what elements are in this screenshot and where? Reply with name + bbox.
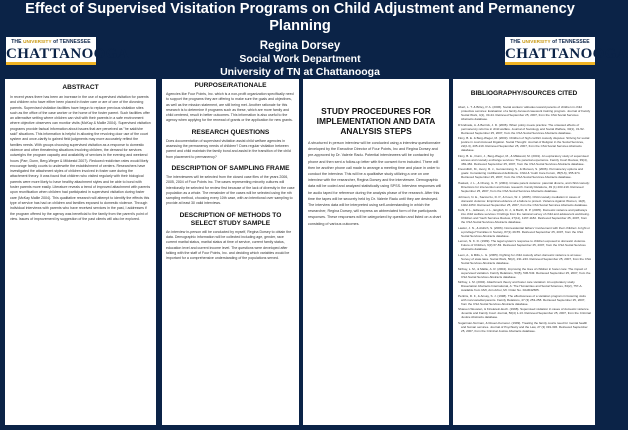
sampling-heading: DESCRIPTION OF SAMPLING FRAME — [171, 164, 290, 172]
reference-entry: McKay, L. M., & Mallie, A. R. (2004). Improving the lives of children in foster care: The impact of supervised visitation. Family Relations, 53(5), 536-543. Retrieved September 25, 2007, from the CSA Social Services Abstracts database. — [458, 266, 591, 279]
reference-entry: Leon, A., & Mills, L. G. (2005). Fighting for child custody when domestic violence is at issue: Survey of state laws. Social Work, 50(2), 231-243. Retrieved September 25, 2007, from the CSA Social Services Abstracts database. — [458, 252, 591, 265]
procedures-panel — [303, 79, 449, 425]
university: University of TN at Chattanooga — [220, 66, 380, 78]
logo-university-line: THE UNIVERSITY of TENNESSEE — [510, 39, 590, 45]
reference-entry: Abert, L. T. & Briley, P. A. (2006). Social workers' attitudes toward parents of children in child protective services: Evaluation of a family-focused casework training program. Journal of Family Social Work, 4(1), 33-44. Retrieved September 25, 2007, from the CSA Social Services Abstracts database. — [458, 105, 591, 121]
abstract-panel — [5, 79, 156, 425]
utc-logo-right — [505, 37, 628, 65]
reference-entry: McKay, L. M. (2002). Attachment theory and foster care visitation: An exploratory study. Dissertation Abstracts International, A: The Humanities and Social Sciences, 63(2), 757-A. Available from UMI, Ann Arbor, MI. Order No. DA3042585. — [458, 280, 583, 293]
bibliography-panel — [453, 79, 595, 425]
methods-heading: DESCRIPTION OF METHODS TO SELECT STUDY SAMPLE — [179, 211, 282, 227]
logo-chattanooga: CHATTANOOGA — [505, 46, 628, 62]
reference-entry: Shareen Weusten, & Kinsletein-Esch. (1998). Supervised visitation in cases of domestic violence. Juvenile and Family Court Journal, 50(4) 1-13. Retrieved September 25, 2007, from the Criminal Justice Abstracts database. — [458, 307, 591, 320]
bibliography-heading: BIBLIOGRAPHY/SOURCES CITED — [470, 90, 578, 97]
methods-panel — [162, 79, 299, 425]
reference-entry: Haskett, J. L., & Chang, G. H. (2004). Inmate parent violence: parental divorce, and child custody: Directions for intervention and future research. Family Relations, 49 (1) 203-219. Retrieved September 25, 2007, from the CSA Social Services Abstracts database. — [458, 180, 590, 193]
reference-entry: Flory, B. E., Dunn, J., Berg-Weger, M., & Mikkestd, M. (2001). An exploratory study of supervised access and custody exchange services: The parental experience. Family Court Review, 39(4), 469-482. Retrieved September 25, 2007, from the CSA Social Services Abstracts database. — [458, 153, 589, 166]
study-procedures-heading: STUDY PROCEDURES FOR IMPLEMENTATION AND DATA ANALYSIS STEPS — [316, 106, 436, 136]
logo-university-line: THE UNIVERSITY of TENNESSEE — [11, 39, 91, 45]
reference-entry: Freundlich, M., Avery, R. J., Gerstenzang, S., & Munson, S. (2006). Permanency options and goals: Considering multifaceted definitions. Child & Youth Care Forum, 35(5-6), 355-374. Retrieved September 25, 2007, from the CSA Social Services Abstracts database. — [458, 167, 584, 180]
reference-entry: Johnson, N. E., Saccuzzo, D. P., & Koen, W. J. (2005). Child custody mediation in cases of domestic violence: Empirical evidence of a failure to protect. Violence Against Women, 11(8), 1022-1053. Retrieved September 25, 2007, from the CSA Social Services Abstracts database. — [458, 194, 588, 207]
bibliography-list — [453, 105, 595, 333]
abstract-text: In recent years there has been an increase in the use of supervised visitation for parents and children who have either been placed in foster care or are of one of the divorcing parents. Supervised visitation facilities have begun to replace previous visitation sites such as the office of the case worker or the home of the foster parent. Such facilities offer an alternative setting where children can visit with their parents in a safe environment where objective observers can monitor visits (McKay & Mallie 2004). Supervised visitation programs provide factual information about issues that are perceived as "he said/she said" situations. This information is helpful in allowing the revolving door use of the court system and once-clarify to gained field judgments may more accurately reflect the families needs. With groups choosing supervised visitation as a response to domestic violence and other threatening situations involving children, the demand for services outweighs the program capacity and availability of services in the evening and weekend hours (Parr, Dunn, Berg-Weger & Mikkestd 2007). Reduced recidivism rates would likely encourage family courts to underwrite the establishment of centers. Researchers have investigated the attachment styles of children involved in foster care during the attachment theory. It was found that children who visited regularly with their biological parents were more likely to have healthy attachment styles and be able to bond with foster parents more easily. Literature reveals a trend of improved attachment with parents upon reunification when children had participated in supervised visitation during foster care (McKay Mallie 2004). This qualitative research will attempt to identify the effects this type of service has had on children and families exposed to domestic violence. Through individual interviews with parents who have received services in the past, I addresses if the program offered by the agency was beneficial to the family from the parent's point of view. Issues of improvement by suggestion of the past clients will also be explored. — [10, 95, 151, 221]
research-questions-text: Does documentation of supervised visitation assist child welfare agencies in assessing the permanency needs of children? Does regular visitation between parent and child maintain the family bond and assist in the transition of the child from placement to permanency? — [166, 138, 291, 159]
research-questions-heading: RESEARCH QUESTIONS — [191, 128, 270, 136]
reference-entry: Perkins, D. F., & Ansay, S. J. (1998). The effectiveness of a visitation program in fostering visits with noncustodial parents. Family Relations, 47 (3) 253-258. Retrieved September 25, 2007, from the CSA Social Services Abstracts database. — [458, 293, 586, 306]
reference-entry: Sugarman-Norman, & Rosen-Kemerer. (1999). Treating the family courts need for mental health and human services. Journal of Psychiatry and the Law, 27 (3) 319-336. Retrieved September 25, 2007, from the Criminal Justice Abstracts database. — [458, 320, 588, 333]
reference-entry: Lawlor, J. N., & Aldrich, S. (2006). Nonresidential fathers' involvement with their children: A right or a privilege? Families in Society, 87(1) 49-55. Retrieved September 25, 2007, from the CSA Social Services Abstracts database. — [458, 225, 590, 238]
reference-entry: Lemon, N. K. D. (1999). The legal system's response to children exposed to domestic violence. Future of Children, 9(3) 67-83. Retrieved September 25, 2007, from the CSA Social Services Abstracts database. — [458, 239, 587, 252]
study-procedures-text: A structured in person interview will be conducted using a interview questionnaire developed by the Executive Director of Four Points, Inc and Regina Dorsey and pre-approved by Dr. Valerie Radu. Potential interviewees will be contacted by phone and then sent a follow-up letter with the consent form included. There will then be another phone call made to arrange a meeting time and place in order to conduct the interview. This will be a qualitative study utilizing a one on one interview with the researcher, Regina Dorsey and the interviewee. Demographic data will be coded and analyzed statistically using SPSS. Interview responses will be audio taped for reference during the analysis phase of the research. After this time the tapes will be securely held by Dr. Valerie Radu until they are destroyed. The interview data will be interpreted using self-understanding in which the researcher, Regina Dorsey, will express an abbreviated form of the participants responses. These responses will be categorized by question and listed on a chart consisting of various outcomes. — [308, 141, 442, 226]
methods-text: An interview in-person will be conducted by myself, Regina Dorsey to obtain the data. Demographic information will be collected including age, gender, race current marital status, marital status at time of service, current family status, education level and current income level. The questions were developed after talking with the staff of Four Points, Inc. and deciding which variables would be important for a comprehensive understanding of the populations served. — [166, 229, 292, 261]
reference-entry: Kohl, P. L., Edleson, J. L., English, D. J., & Barth, R. P. (2005). Domestic violence and pathways into child welfare services: Findings from the national survey of child and adolescent well-being. Children and Youth Services Review, 27(11), 1167-1182. Retrieved September 25, 2007, from the CSA Social Services Abstracts database. — [458, 208, 590, 225]
utc-logo-left — [6, 37, 130, 65]
poster-title: Effect of Supervised Visitation Programs on Child Adjustment and Permanency Planning — [25, 1, 575, 34]
sampling-text: The interviewees will be selected from the closed case files of the years 2006, 2005, 2004 of Four Points Inc. The cases representing minority cultures will intentionally be selected for review first because of the lack of diversity in the case population as a whole. The remainder of the cases will be selected using the nth sampling method, choosing every 10th case, with an intentional over sampling to provide at least 30 valid interviews. — [166, 174, 295, 206]
abstract-heading: ABSTRACT — [62, 84, 99, 91]
reference-entry: D'Andrade, A. & Berrick, J. D. (2006). When policy meets practice: The untested effects of permanency reforms in child welfare. Journal of Sociology and Social Welfare, 33(1), 31-52. Retrieved September 25, 2007, from the CSA Social Services Abstracts database. — [458, 122, 585, 135]
purpose-text: Agencies like Four Points, Inc. which is a non-profit organization specifically need to support the programs they are offering to make sure the goals and objectives, as well as the mission statement, are still being met. Another rationale for this research is to determine if programs such as these, which are more family and child centered, result in better outcomes. This information is also useful to the agency when applying for the renewal of grants or the application for new grants. — [166, 92, 294, 123]
logo-chattanooga: CHATTANOOGA — [6, 46, 130, 62]
purpose-heading: PURPOSE/RATIONALE — [194, 82, 267, 89]
author-name: Regina Dorsey — [259, 40, 341, 52]
reference-entry: Flory, B. E. & Berg-Weger, M. (2003). Children of high conflict custody disputes: Striving for social justice in court-focused litigation. Social Thought: Journal of Religion in the Social Services, 22(2-3), 205-219. Retrieved September 25, 2007, from the CSA Social Services Abstracts database. — [458, 136, 590, 153]
department: Social Work Department — [239, 53, 361, 65]
